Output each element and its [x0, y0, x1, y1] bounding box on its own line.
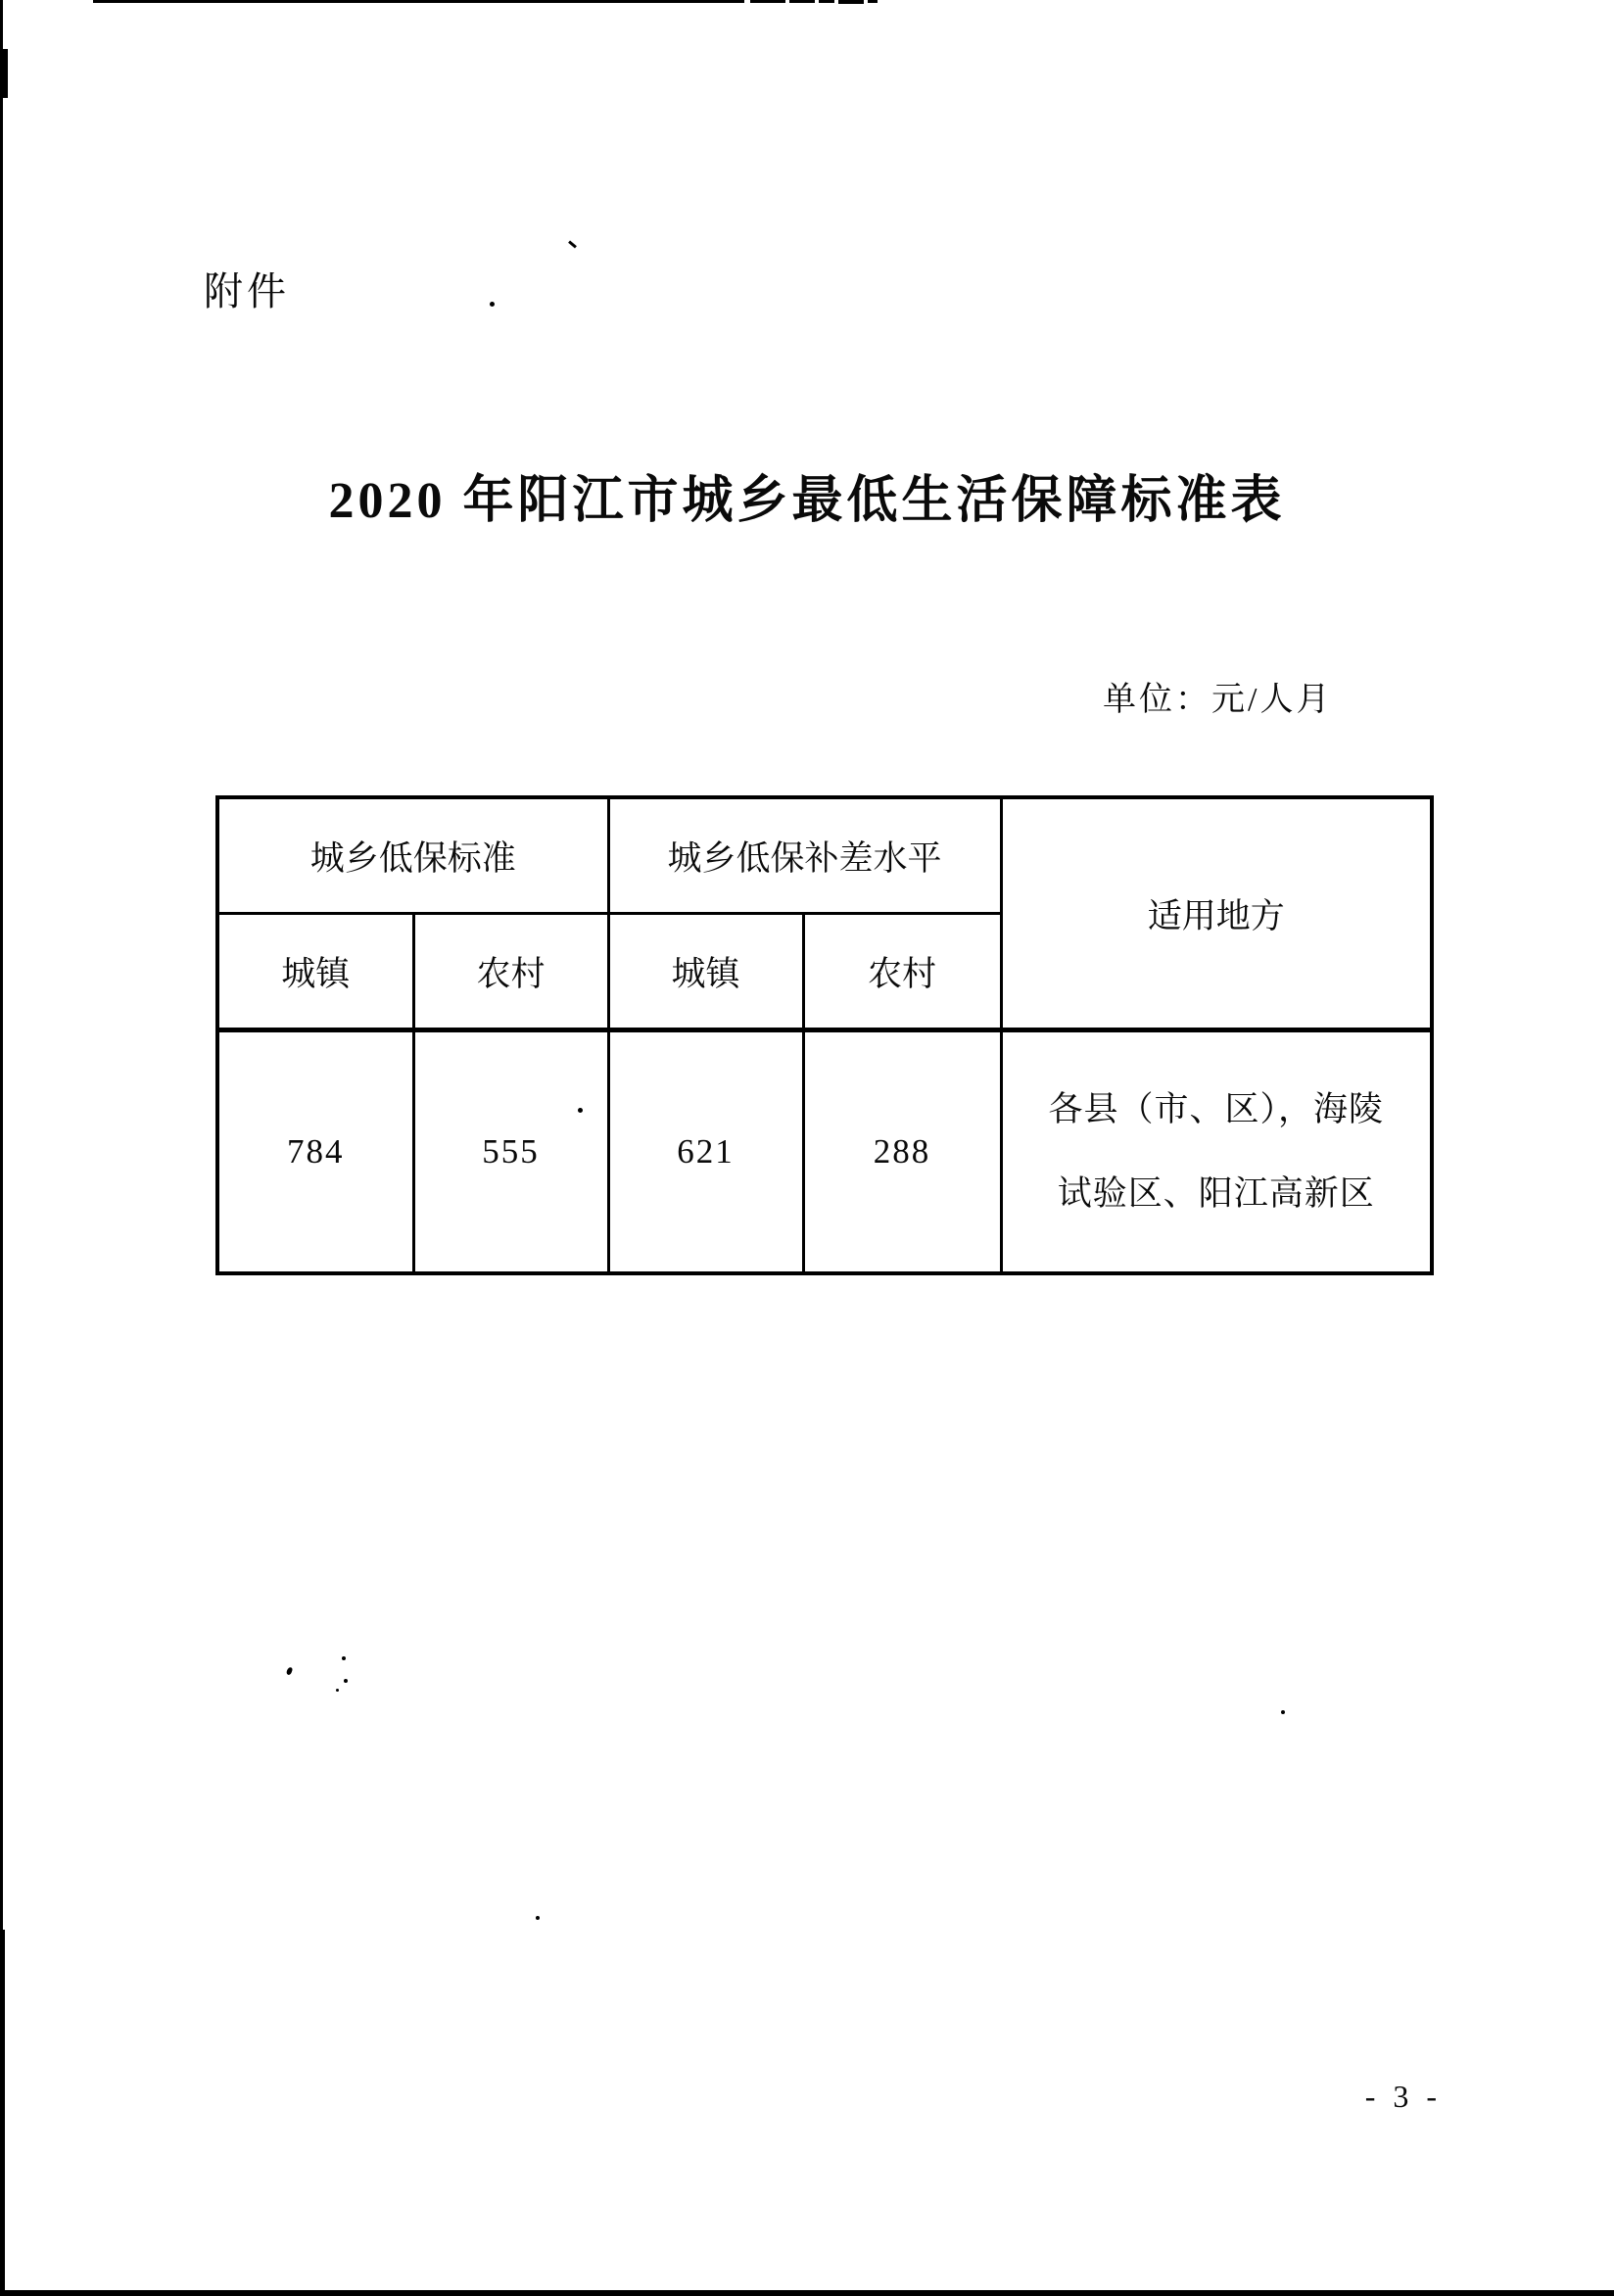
scan-artifact-speck — [342, 1656, 346, 1660]
scan-artifact-left-strip-lower — [0, 1930, 5, 2296]
scan-artifact-top-dash — [789, 0, 815, 3]
subheader-urban-standard: 城镇 — [217, 914, 413, 1030]
page-title: 2020 年阳江市城乡最低生活保障标准表 — [328, 473, 1286, 529]
scan-artifact-speck — [286, 1666, 293, 1675]
subheader-rural-gap: 农村 — [803, 914, 1001, 1030]
standards-table — [215, 795, 1434, 1275]
value-rural-standard: 555 — [413, 1030, 608, 1274]
header-group-standard: 城乡低保标准 — [217, 797, 608, 914]
value-urban-standard: 784 — [217, 1030, 413, 1274]
scan-artifact-speck — [344, 1679, 348, 1683]
scan-artifact-bottom-line — [0, 2290, 1614, 2296]
scan-artifact-top-dash — [750, 0, 785, 3]
scan-artifact-speck — [336, 1689, 339, 1692]
header-group-subsidy-gap: 城乡低保补差水平 — [608, 797, 1001, 914]
table-row-data — [217, 1030, 1432, 1274]
value-rural-gap: 288 — [803, 1030, 1001, 1274]
scan-artifact-speck — [536, 1916, 540, 1920]
page-number: - 3 - — [1364, 2079, 1442, 2114]
scan-artifact-top-dash — [819, 0, 834, 3]
table-row-group-headers — [217, 797, 1432, 914]
value-applicable-areas — [1001, 1030, 1432, 1274]
applicable-areas-line-1: 各县（市、区），海陵 — [1048, 1090, 1385, 1128]
scan-artifact-speck — [1281, 1710, 1285, 1714]
scan-artifact-speck — [568, 240, 577, 248]
scan-artifact-top-dash — [838, 0, 864, 4]
scan-artifact-top-line — [93, 0, 744, 3]
scan-artifact-top-dash — [868, 0, 878, 3]
attachment-label: 附件 — [204, 269, 290, 313]
subheader-urban-gap: 城镇 — [608, 914, 803, 1030]
subheader-rural-standard: 农村 — [413, 914, 608, 1030]
scan-artifact-left-bump — [0, 49, 8, 98]
header-applicable-areas: 适用地方 — [1001, 797, 1432, 1030]
unit-note: 单位：元/人月 — [1103, 682, 1333, 718]
applicable-areas-line-2: 试验区、阳江高新区 — [1057, 1174, 1375, 1213]
scan-artifact-speck — [490, 302, 495, 307]
value-urban-gap: 621 — [608, 1030, 803, 1274]
